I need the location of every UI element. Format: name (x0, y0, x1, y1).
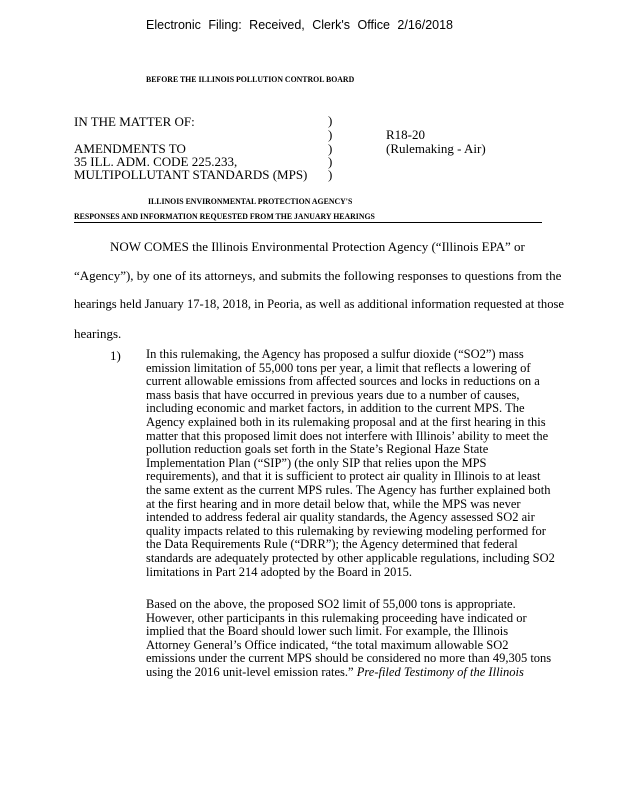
paragraph-line: Based on the above, the proposed SO2 limit of 55,000 tons is appropriate. (146, 597, 516, 611)
caption-paren: ) (328, 167, 333, 182)
paragraph-line: standards are adequately protected by other applicable regulations, including SO2 (146, 550, 555, 565)
paragraph-line: limitations in Part 214 adopted by the Board in 2015. (146, 564, 412, 579)
document-title-line-2: RESPONSES AND INFORMATION REQUESTED FROM THE JANUARY HEARINGS (74, 211, 375, 221)
intro-paragraph (74, 239, 564, 356)
intro-line: “Agency”), by one of its attorneys, and submits the following responses to questions from the (74, 268, 562, 283)
paragraph-line: emissions under the current MPS should be considered no more than 49,305 tons (146, 651, 552, 666)
paragraph-line: In this rulemaking, the Agency has proposed a sulfur dioxide (“SO2”) mass (146, 347, 524, 361)
paragraph-line: the Data Requirements Rule (“DRR”); the Agency determined that federal (146, 537, 518, 552)
caption-paren: ) (328, 127, 333, 142)
caption-paren: ) (328, 141, 333, 156)
intro-line: hearings. (74, 326, 122, 341)
paragraph-line: However, other participants in this rulemaking proceeding have indicated or (146, 610, 527, 625)
paragraph-line: requirements), and that it is sufficient to protect air quality in Illinois to at least (146, 469, 541, 484)
item-paragraph-1 (146, 348, 598, 579)
paragraph-line: current allowable emissions from affected sources and locks in reductions on a (146, 374, 540, 389)
paragraph-line: at the first hearing and in more detail below that, while the MPS was never (146, 496, 521, 511)
caption-line-2: 35 ILL. ADM. CODE 225.233, (74, 154, 238, 169)
item-number: 1) (110, 348, 121, 363)
intro-line: NOW COMES the Illinois Environmental Protection Agency (“Illinois EPA” or (110, 239, 525, 254)
docket-type: (Rulemaking - Air) (386, 141, 486, 156)
caption-line-1: AMENDMENTS TO (74, 141, 186, 156)
paragraph-line: implied that the Board should lower such limit. For example, the Illinois (146, 624, 509, 639)
citation-text: Pre-filed Testimony of the Illinois (356, 664, 524, 679)
caption-paren: ) (328, 154, 333, 169)
paragraph-line: Agency explained both in its rulemaking proposal and at the first hearing in this (146, 414, 546, 429)
paragraph-line (146, 666, 598, 680)
item-paragraph-2 (146, 598, 598, 680)
in-the-matter-heading: IN THE MATTER OF: (74, 114, 195, 129)
paragraph-line: including economic and market factors, in addition to the current MPS. The (146, 401, 525, 416)
title-underline (74, 222, 542, 223)
paragraph-line: quality impacts related to this rulemaking by reviewing modeling performed for (146, 523, 546, 538)
paragraph-line: pollution reduction goals set forth in the State’s Regional Haze State (146, 442, 489, 457)
filing-stamp: Electronic Filing: Received, Clerk's Office 2/16/2018 (146, 18, 454, 32)
paragraph-line: mass basis that have occurred in previous years due to a number of causes, (146, 387, 520, 402)
document-title-line-1: ILLINOIS ENVIRONMENTAL PROTECTION AGENCY'S (148, 196, 353, 206)
caption-paren: ) (328, 113, 333, 128)
intro-line: hearings held January 17-18, 2018, in Peoria, as well as additional information requested at those (74, 297, 564, 311)
paragraph-line: emission limitation of 55,000 tons per year, a limit that reflects a lowering of (146, 360, 531, 375)
paragraph-line: intended to address federal air quality standards, the Agency assessed SO2 air (146, 510, 535, 525)
paragraph-line: Attorney General’s Office indicated, “the total maximum allowable SO2 (146, 637, 509, 652)
docket-number: R18-20 (386, 127, 425, 142)
caption-line-3: MULTIPOLLUTANT STANDARDS (MPS) (74, 167, 308, 182)
paragraph-line: the same extent as the current MPS rules. The Agency has further explained both (146, 482, 551, 497)
paragraph-text: using the 2016 unit-level emission rates.” (146, 664, 354, 679)
board-title: BEFORE THE ILLINOIS POLLUTION CONTROL BOARD (146, 74, 355, 84)
paragraph-line: Implementation Plan (“SIP”) (the only SIP that relies upon the MPS (146, 455, 487, 470)
paragraph-line: matter that this proposed limit does not interfere with Illinois’ ability to meet the (146, 428, 549, 443)
